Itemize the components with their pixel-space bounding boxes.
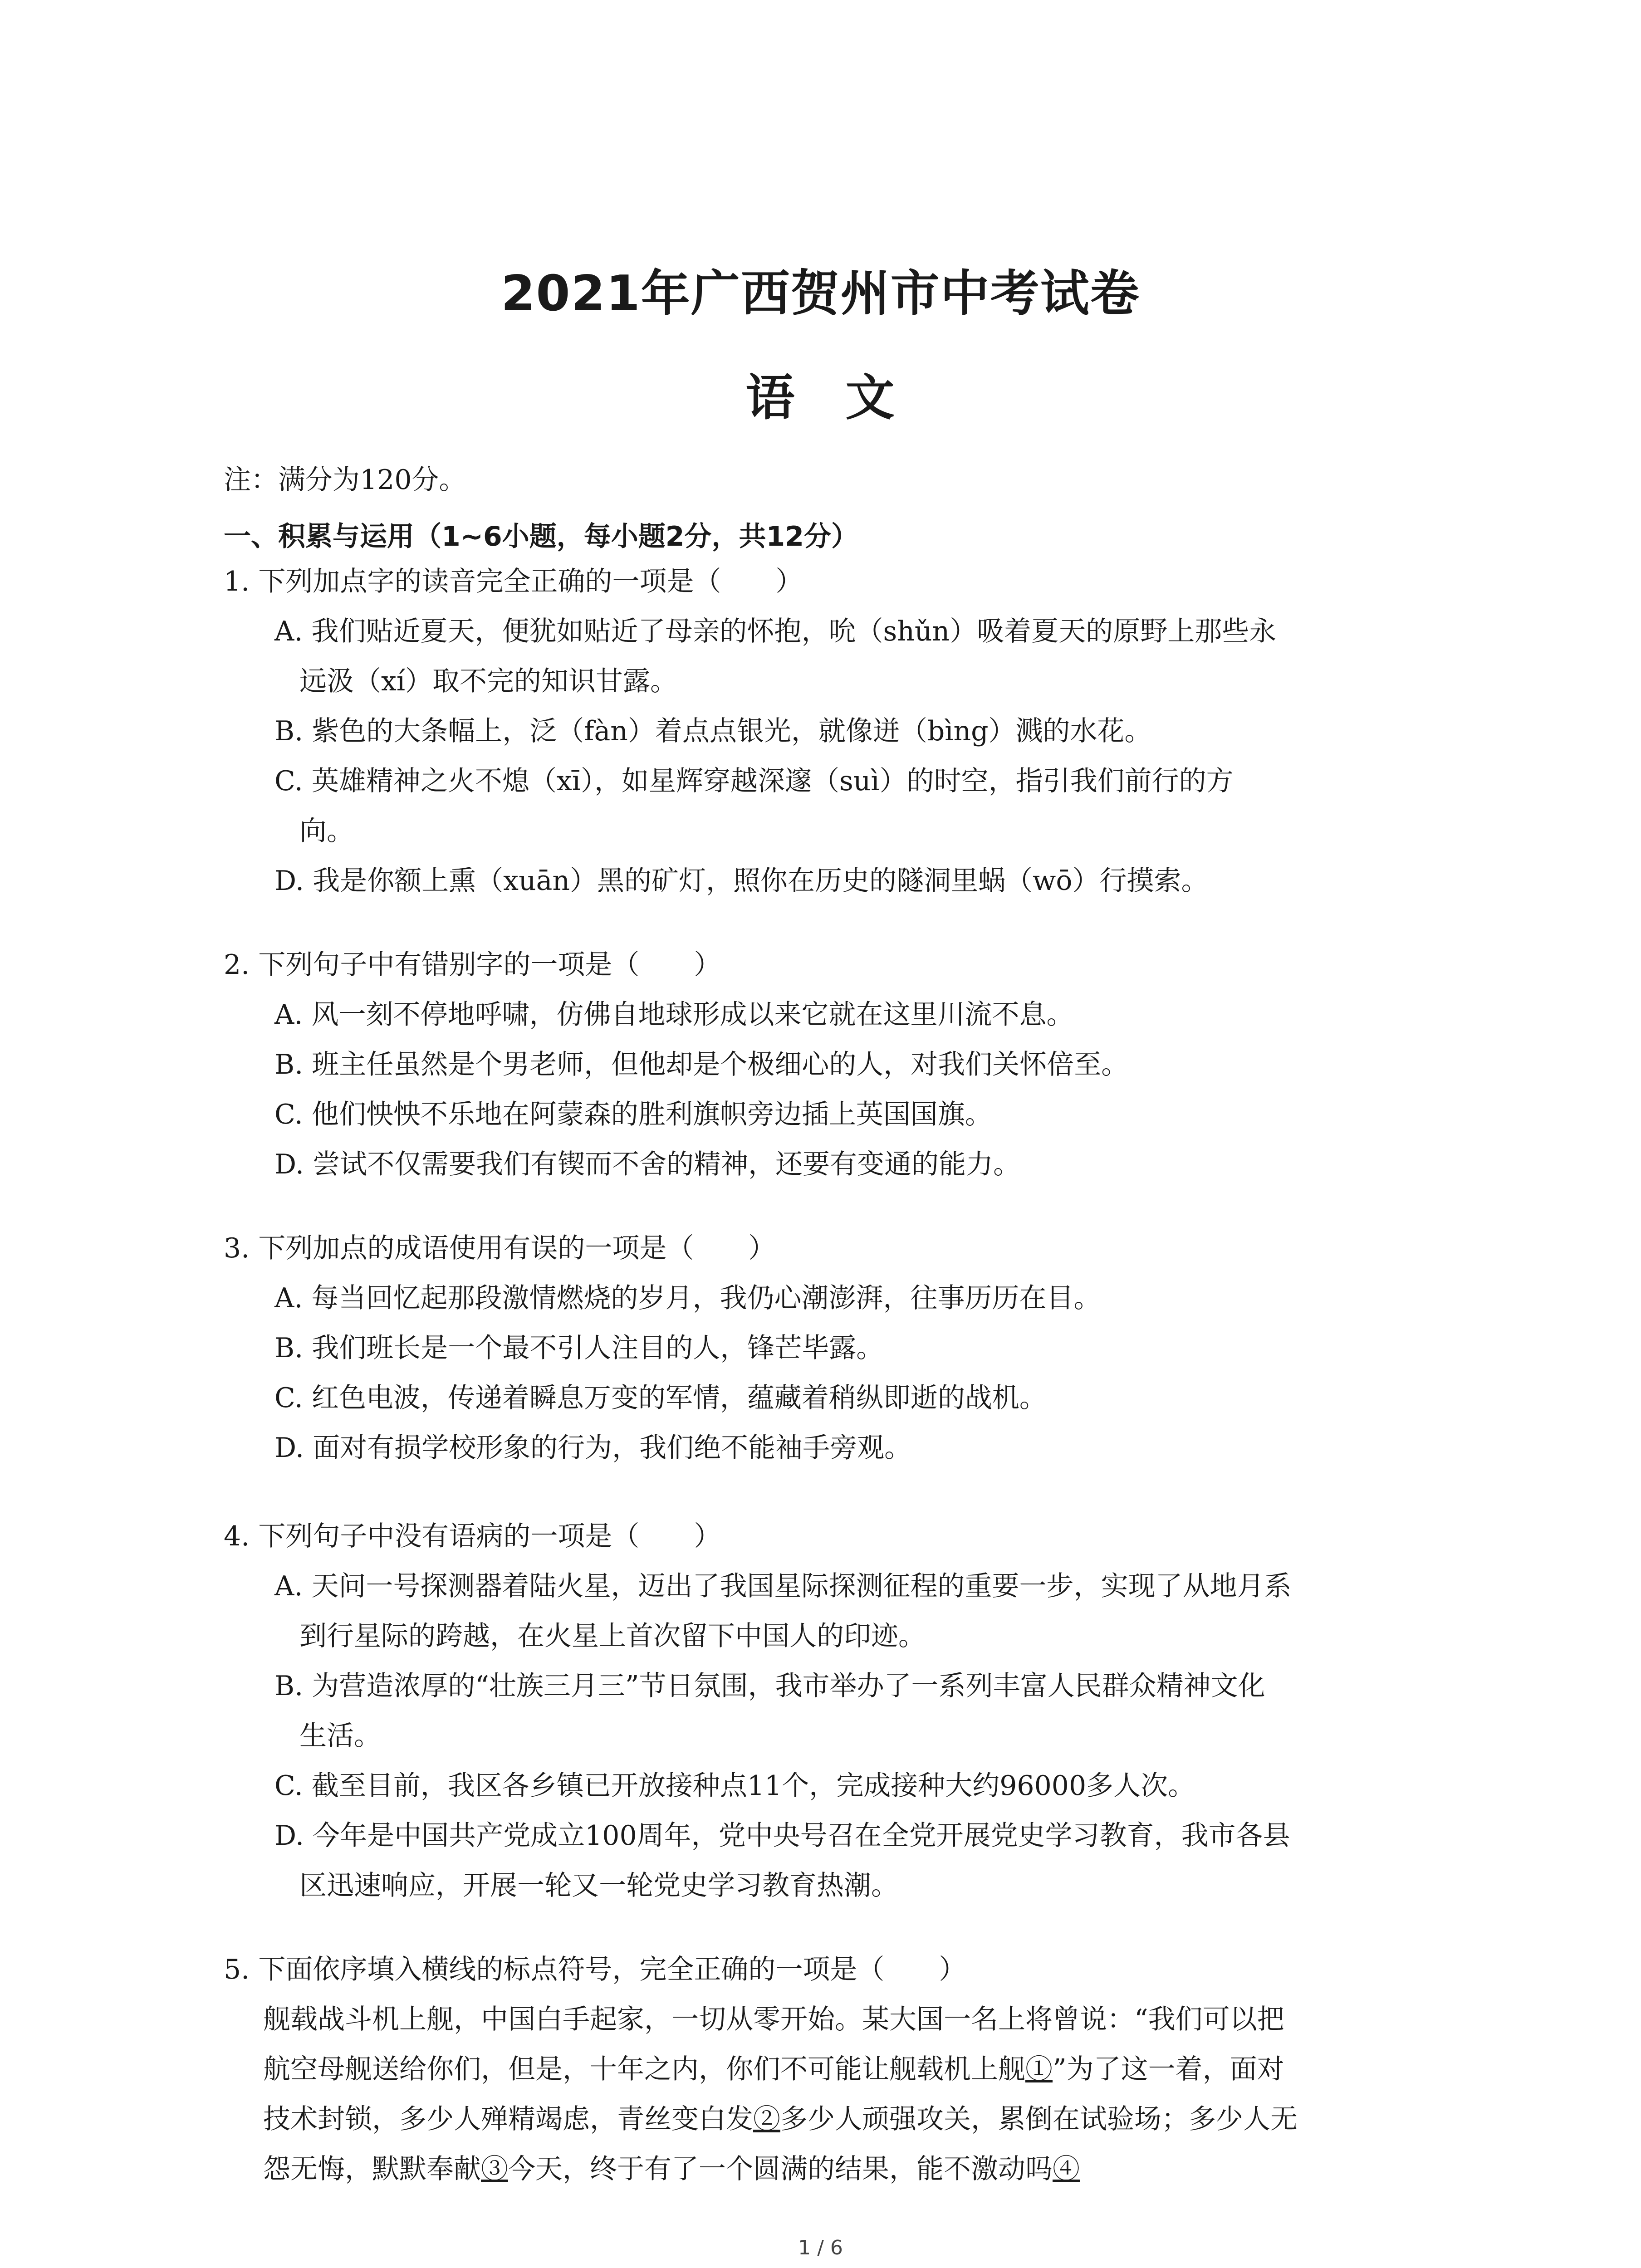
- blank-marker-2: ②: [753, 2103, 780, 2135]
- q2-option-b: B. 班主任虽然是个男老师，但他却是个极细心的人，对我们关怀倍至。: [274, 1049, 1129, 1080]
- score-note: 注：满分为120分。: [224, 464, 466, 496]
- q1-option-a: A. 我们贴近夏天，便犹如贴近了母亲的怀抱，吮（shǔn）吸着夏天的原野上那些永: [274, 616, 1277, 647]
- page-number: 1 / 6: [798, 2236, 843, 2259]
- subject-title: [0, 358, 1641, 429]
- q4-option-d: D. 今年是中国共产党成立100周年，党中央号召在全党开展党史学习教育，我市各县: [274, 1820, 1290, 1852]
- q5-passage-text: 今天，终于有了一个圆满的结果，能不激动吗: [508, 2153, 1053, 2185]
- q3-stem: 3. 下列加点的成语使用有误的一项是（ ）: [224, 1232, 776, 1264]
- subject-char-2: 文: [845, 370, 896, 426]
- q2-option-a: A. 风一刻不停地呼啸，仿佛自地球形成以来它就在这里川流不息。: [274, 999, 1074, 1031]
- q1-option-a-cont: 远汲（xí）取不完的知识甘露。: [299, 665, 678, 697]
- q3-option-c: C. 红色电波，传递着瞬息万变的军情，蕴藏着稍纵即逝的战机。: [274, 1382, 1047, 1414]
- q1-option-c: C. 英雄精神之火不熄（xī），如星辉穿越深邃（suì）的时空，指引我们前行的方: [274, 765, 1234, 797]
- q4-option-a-cont: 到行星际的跨越，在火星上首次留下中国人的印迹。: [299, 1620, 926, 1652]
- blank-marker-3: ③: [481, 2153, 508, 2185]
- q5-passage-text: ”为了这一着，面对: [1053, 2053, 1284, 2085]
- q2-stem: 2. 下列句子中有错别字的一项是（ ）: [224, 949, 721, 981]
- blank-marker-1: ①: [1025, 2053, 1053, 2085]
- q4-option-d-cont: 区迅速响应，开展一轮又一轮党史学习教育热潮。: [299, 1870, 898, 1901]
- subject-char-1: 语: [745, 370, 796, 426]
- q1-option-b: B. 紫色的大条幅上，泛（fàn）着点点银光，就像迸（bìng）溅的水花。: [274, 715, 1152, 747]
- q4-option-b-cont: 生活。: [299, 1720, 381, 1752]
- q3-option-a: A. 每当回忆起那段激情燃烧的岁月，我仍心潮澎湃，往事历历在目。: [274, 1282, 1101, 1314]
- q5-stem: 5. 下面依序填入横线的标点符号，完全正确的一项是（ ）: [224, 1954, 966, 1985]
- section-heading: 一、积累与运用（1~6小题，每小题2分，共12分）: [224, 521, 859, 552]
- q3-option-b: B. 我们班长是一个最不引人注目的人，锋芒毕露。: [274, 1332, 884, 1364]
- q2-option-d: D. 尝试不仅需要我们有锲而不舍的精神，还要有变通的能力。: [274, 1149, 1021, 1180]
- q5-passage-text: 航空母舰送给你们，但是，十年之内，你们不可能让舰载机上舰: [263, 2053, 1025, 2085]
- q5-passage-line-2: [263, 2053, 1284, 2085]
- exam-title: 2021年广西贺州市中考试卷: [501, 265, 1140, 322]
- q5-passage-text: 多少人顽强攻关，累倒在试验场；多少人无: [780, 2103, 1298, 2135]
- q4-stem: 4. 下列句子中没有语病的一项是（ ）: [224, 1520, 721, 1552]
- q4-option-b: B. 为营造浓厚的“壮族三月三”节日氛围，我市举办了一系列丰富人民群众精神文化: [274, 1670, 1265, 1702]
- q1-option-c-cont: 向。: [299, 815, 354, 847]
- q4-option-c: C. 截至目前，我区各乡镇已开放接种点11个，完成接种大约96000多人次。: [274, 1770, 1195, 1802]
- q5-passage-line-1: 舰载战斗机上舰，中国白手起家，一切从零开始。某大国一名上将曾说：“我们可以把: [263, 2004, 1284, 2035]
- q5-passage-line-4: [263, 2153, 1080, 2185]
- blank-marker-4: ④: [1053, 2153, 1080, 2185]
- q1-option-d: D. 我是你额上熏（xuān）黑的矿灯，照你在历史的隧洞里蜗（wō）行摸索。: [274, 865, 1209, 897]
- q5-passage-text: 技术封锁，多少人殚精竭虑，青丝变白发: [263, 2103, 753, 2135]
- q5-passage-text: 怨无悔，默默奉献: [263, 2153, 481, 2185]
- q1-stem: 1. 下列加点字的读音完全正确的一项是（ ）: [224, 566, 803, 597]
- q3-option-d: D. 面对有损学校形象的行为，我们绝不能袖手旁观。: [274, 1432, 912, 1464]
- q2-option-c: C. 他们怏怏不乐地在阿蒙森的胜利旗帜旁边插上英国国旗。: [274, 1099, 992, 1130]
- q4-option-a: A. 天问一号探测器着陆火星，迈出了我国星际探测征程的重要一步，实现了从地月系: [274, 1570, 1292, 1602]
- q5-passage-line-3: [263, 2103, 1298, 2135]
